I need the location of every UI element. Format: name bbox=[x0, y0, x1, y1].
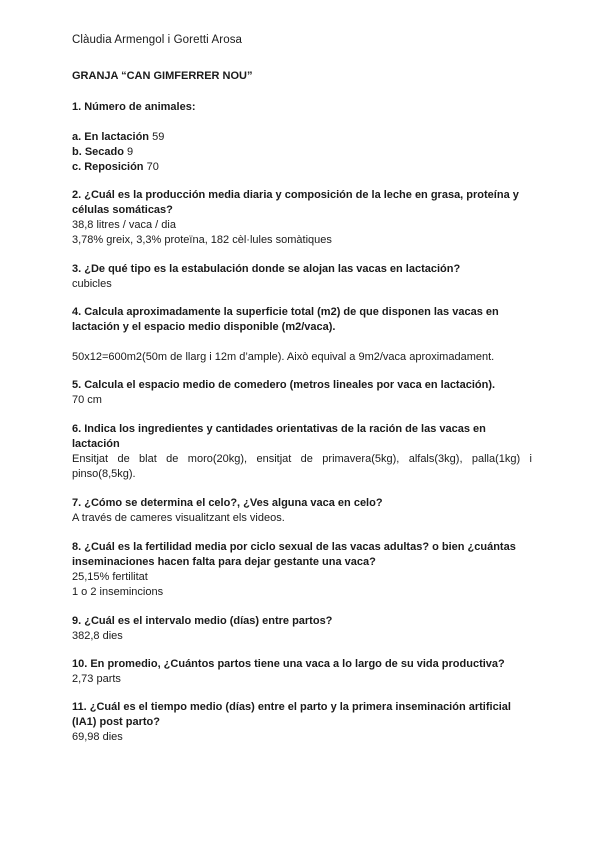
question-2-block bbox=[72, 188, 532, 248]
item-label: c. Reposición bbox=[72, 161, 144, 173]
answer-9: 382,8 dies bbox=[72, 630, 123, 642]
question-9-block bbox=[72, 614, 532, 644]
list-item-replacement bbox=[72, 160, 532, 175]
item-value: 70 bbox=[146, 161, 159, 173]
item-value: 9 bbox=[127, 146, 134, 158]
answer-2-line-2: 3,78% greix, 3,3% proteïna, 182 cèl·lules somàtiques bbox=[72, 234, 332, 246]
item-value: 59 bbox=[152, 131, 165, 143]
question-5-block bbox=[72, 378, 532, 408]
answer-5: 70 cm bbox=[72, 394, 102, 406]
list-item-dry bbox=[72, 145, 532, 160]
question-7-block bbox=[72, 496, 532, 526]
list-item-lactation bbox=[72, 130, 532, 145]
question-6-block bbox=[72, 422, 532, 482]
question-7: 7. ¿Cómo se determina el celo?, ¿Ves alguna vaca en celo? bbox=[72, 497, 383, 509]
answer-7: A través de cameres visualitzant els videos. bbox=[72, 512, 285, 524]
question-4-block bbox=[72, 305, 532, 365]
question-11-block bbox=[72, 700, 532, 745]
answer-8-line-2: 1 o 2 insemincions bbox=[72, 586, 164, 598]
answer-2-line-1: 38,8 litres / vaca / dia bbox=[72, 219, 176, 231]
item-label: b. Secado bbox=[72, 146, 124, 158]
question-10-block bbox=[72, 657, 532, 687]
author-header: Clàudia Armengol i Goretti Arosa bbox=[72, 34, 243, 46]
question-2: 2. ¿Cuál es la producción media diaria y composición de la leche en grasa, proteína y células somáticas? bbox=[72, 189, 519, 216]
question-8: 8. ¿Cuál es la fertilidad media por ciclo sexual de las vacas adultas? o bien ¿cuántas inseminaciones hacen falta para dejar gestante una vaca? bbox=[72, 541, 516, 568]
answer-11: 69,98 dies bbox=[72, 731, 123, 743]
question-10: 10. En promedio, ¿Cuántos partos tiene una vaca a lo largo de su vida productiva? bbox=[72, 658, 505, 670]
question-1: 1. Número de animales: bbox=[72, 101, 196, 113]
question-3: 3. ¿De qué tipo es la estabulación donde se alojan las vacas en lactación? bbox=[72, 263, 461, 275]
question-9: 9. ¿Cuál es el intervalo medio (días) entre partos? bbox=[72, 615, 333, 627]
question-1-block bbox=[72, 100, 532, 175]
question-4: 4. Calcula aproximadamente la superficie total (m2) de que disponen las vacas en lactación y el espacio medio disponible (m2/vaca). bbox=[72, 306, 499, 333]
question-3-block bbox=[72, 262, 532, 292]
question-6: 6. Indica los ingredientes y cantidades orientativas de la ración de las vacas en lactación bbox=[72, 423, 486, 450]
answer-4: 50x12=600m2(50m de llarg i 12m d’ample). Això equival a 9m2/vaca aproximadament. bbox=[72, 351, 495, 363]
item-label: a. En lactación bbox=[72, 131, 150, 143]
question-11: 11. ¿Cuál es el tiempo medio (días) entre el parto y la primera inseminación artificial (IA1) post parto? bbox=[72, 701, 511, 728]
answer-3: cubicles bbox=[72, 278, 112, 290]
document-title: GRANJA “CAN GIMFERRER NOU” bbox=[72, 70, 253, 82]
answer-8-line-1: 25,15% fertilitat bbox=[72, 571, 148, 583]
answer-10: 2,73 parts bbox=[72, 673, 121, 685]
question-5: 5. Calcula el espacio medio de comedero (metros lineales por vaca en lactación). bbox=[72, 379, 496, 391]
answer-6: Ensitjat de blat de moro(20kg), ensitjat de primavera(5kg), alfals(3kg), palla(1kg) i pinso(8,5kg). bbox=[72, 453, 532, 480]
question-8-block bbox=[72, 540, 532, 600]
